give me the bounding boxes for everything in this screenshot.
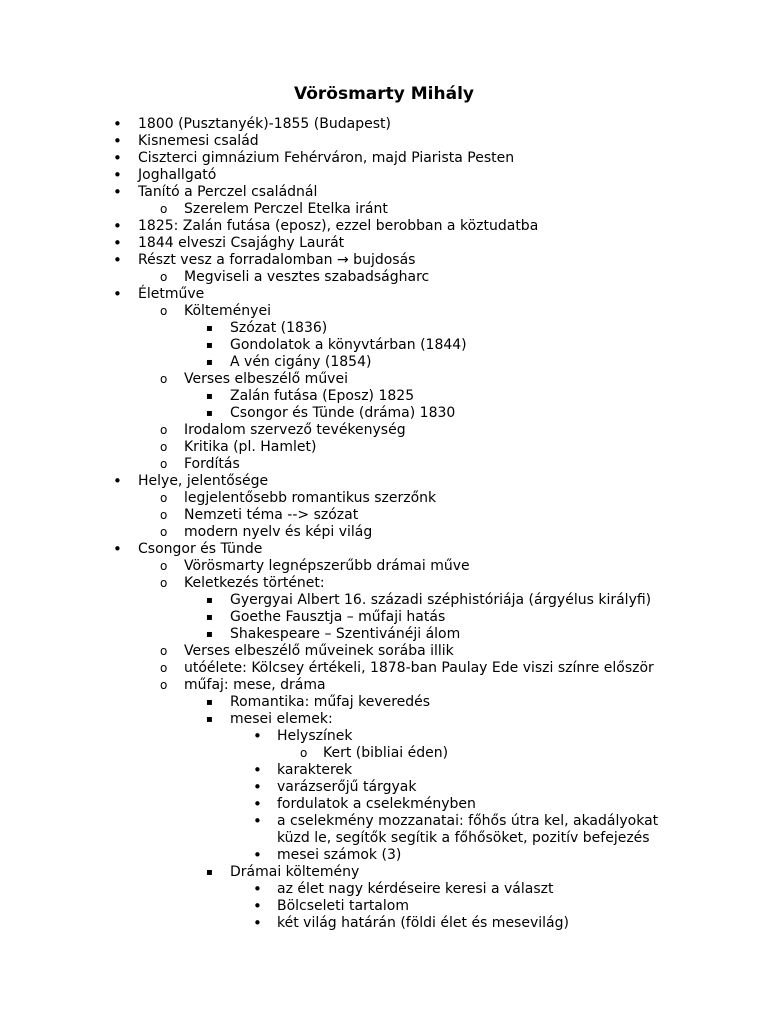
- list-item: [0, 269, 768, 286]
- bullet-marker-icon: •: [113, 166, 122, 184]
- list-item: [0, 201, 768, 218]
- list-item-text: Kritika (pl. Hamlet): [184, 439, 317, 455]
- list-item-text: fordulatok a cselekményben: [277, 796, 476, 812]
- list-item-text: Shakespeare – Szentivánéji álom: [230, 626, 461, 642]
- list-item-text: Gyergyai Albert 16. századi széphistóriája (árgyélus királyfi): [230, 592, 652, 608]
- list-item: [0, 507, 768, 524]
- list-item-text: Életműve: [138, 286, 205, 302]
- list-item-text: Gondolatok a könyvtárban (1844): [230, 337, 467, 353]
- bullet-marker-icon: •: [253, 897, 262, 915]
- list-item-text: mesei elemek:: [230, 711, 333, 727]
- list-item: [0, 779, 768, 796]
- list-item-text: legjelentősebb romantikus szerzőnk: [184, 490, 437, 506]
- bullet-marker-icon: o: [160, 457, 168, 471]
- list-item: [0, 490, 768, 507]
- list-item: [0, 728, 768, 745]
- list-item: [0, 439, 768, 456]
- list-item-text: Csongor és Tünde (dráma) 1830: [230, 405, 456, 421]
- list-item: [0, 524, 768, 541]
- bullet-marker-icon: ▪: [206, 357, 213, 368]
- bullet-marker-icon: o: [160, 644, 168, 658]
- list-item: [0, 694, 768, 711]
- list-item: [0, 473, 768, 490]
- list-item: [0, 456, 768, 473]
- bullet-marker-icon: •: [113, 540, 122, 558]
- list-item-text: Ciszterci gimnázium Fehérváron, majd Piarista Pesten: [138, 150, 515, 166]
- bullet-marker-icon: •: [253, 846, 262, 864]
- list-item: [0, 830, 768, 847]
- list-item-text: modern nyelv és képi világ: [184, 524, 373, 540]
- list-item-text: Helye, jelentősége: [138, 473, 269, 489]
- list-item: [0, 575, 768, 592]
- bullet-marker-icon: ▪: [206, 340, 213, 351]
- bullet-marker-icon: ▪: [206, 867, 213, 878]
- list-item-text: Kert (bibliai éden): [323, 745, 449, 761]
- list-item: [0, 252, 768, 269]
- bullet-marker-icon: •: [253, 914, 262, 932]
- list-item-text: Joghallgató: [138, 167, 217, 183]
- list-item-text: 1800 (Pusztanyék)-1855 (Budapest): [138, 116, 391, 132]
- bullet-marker-icon: •: [113, 183, 122, 201]
- list-item-text: Tanító a Perczel családnál: [138, 184, 318, 200]
- bullet-marker-icon: ▪: [206, 391, 213, 402]
- list-item-text: Drámai költemény: [230, 864, 360, 880]
- list-item: [0, 405, 768, 422]
- list-item: [0, 541, 768, 558]
- list-item-text: Megviseli a vesztes szabadságharc: [184, 269, 430, 285]
- list-item-text: a cselekmény mozzanatai: főhős útra kel, akadályokat: [277, 813, 659, 829]
- list-item-text: küzd le, segítők segítik a főhősöket, pozitív befejezés: [277, 830, 650, 846]
- list-item: [0, 422, 768, 439]
- list-item: [0, 592, 768, 609]
- bullet-marker-icon: •: [253, 795, 262, 813]
- list-item: [0, 626, 768, 643]
- bullet-marker-icon: o: [160, 525, 168, 539]
- bullet-marker-icon: •: [253, 812, 262, 830]
- bullet-outline: [0, 116, 768, 932]
- bullet-marker-icon: o: [160, 491, 168, 505]
- list-item-text: Költeményei: [184, 303, 271, 319]
- list-item: [0, 643, 768, 660]
- list-item-text: A vén cigány (1854): [230, 354, 372, 370]
- bullet-marker-icon: •: [113, 149, 122, 167]
- bullet-marker-icon: •: [113, 285, 122, 303]
- page-title: Vörösmarty Mihály: [293, 84, 474, 104]
- bullet-marker-icon: •: [253, 880, 262, 898]
- bullet-marker-icon: ▪: [206, 697, 213, 708]
- bullet-marker-icon: o: [160, 678, 168, 692]
- list-item-text: Verses elbeszélő műveinek sorába illik: [184, 643, 454, 659]
- list-item-text: Vörösmarty legnépszerűbb drámai műve: [184, 558, 470, 574]
- list-item-text: Szózat (1836): [230, 320, 328, 336]
- bullet-marker-icon: ▪: [206, 408, 213, 419]
- list-item-text: karakterek: [277, 762, 353, 778]
- list-item: [0, 847, 768, 864]
- bullet-marker-icon: o: [160, 508, 168, 522]
- list-item: [0, 660, 768, 677]
- list-item-text: Irodalom szervező tevékenység: [184, 422, 406, 438]
- bullet-marker-icon: ▪: [206, 612, 213, 623]
- bullet-marker-icon: •: [113, 115, 122, 133]
- list-item: [0, 218, 768, 235]
- list-item-text: két világ határán (földi élet és mesevilág): [277, 915, 569, 931]
- list-item-text: mesei számok (3): [277, 847, 402, 863]
- bullet-marker-icon: o: [160, 270, 168, 284]
- list-item-text: Bölcseleti tartalom: [277, 898, 409, 914]
- list-item: [0, 915, 768, 932]
- list-item: [0, 303, 768, 320]
- bullet-marker-icon: ▪: [206, 323, 213, 334]
- list-item-text: műfaj: mese, dráma: [184, 677, 326, 693]
- list-item: [0, 762, 768, 779]
- list-item-text: Részt vesz a forradalomban → bujdosás: [138, 252, 416, 268]
- list-item: [0, 337, 768, 354]
- list-item-text: Nemzeti téma --> szózat: [184, 507, 359, 523]
- list-item: [0, 388, 768, 405]
- bullet-marker-icon: o: [160, 559, 168, 573]
- list-item: [0, 150, 768, 167]
- list-item: [0, 711, 768, 728]
- bullet-marker-icon: •: [253, 778, 262, 796]
- list-item: [0, 898, 768, 915]
- bullet-marker-icon: o: [300, 746, 308, 760]
- list-item-text: Zalán futása (Eposz) 1825: [230, 388, 415, 404]
- list-item: [0, 745, 768, 762]
- list-item: [0, 354, 768, 371]
- bullet-marker-icon: o: [160, 304, 168, 318]
- list-item: [0, 881, 768, 898]
- list-item: [0, 133, 768, 150]
- list-item: [0, 864, 768, 881]
- bullet-marker-icon: ▪: [206, 629, 213, 640]
- list-item-text: utóélete: Kölcsey értékeli, 1878-ban Paulay Ede viszi színre először: [184, 660, 654, 676]
- list-item: [0, 286, 768, 303]
- list-item-text: Goethe Fausztja – műfaji hatás: [230, 609, 446, 625]
- bullet-marker-icon: •: [253, 727, 262, 745]
- list-item-text: Helyszínek: [277, 728, 353, 744]
- bullet-marker-icon: •: [113, 132, 122, 150]
- list-item: [0, 813, 768, 830]
- list-item-text: Verses elbeszélő művei: [184, 371, 348, 387]
- bullet-marker-icon: o: [160, 576, 168, 590]
- list-item-text: Keletkezés történet:: [184, 575, 325, 591]
- list-item-text: Szerelem Perczel Etelka iránt: [184, 201, 388, 217]
- bullet-marker-icon: •: [113, 472, 122, 490]
- list-item-text: 1825: Zalán futása (eposz), ezzel berobban a köztudatba: [138, 218, 539, 234]
- bullet-marker-icon: •: [113, 251, 122, 269]
- list-item-text: az élet nagy kérdéseire keresi a választ: [277, 881, 554, 897]
- bullet-marker-icon: o: [160, 202, 168, 216]
- bullet-marker-icon: ▪: [206, 595, 213, 606]
- list-item-text: Romantika: műfaj keveredés: [230, 694, 431, 710]
- bullet-marker-icon: o: [160, 661, 168, 675]
- bullet-marker-icon: •: [253, 761, 262, 779]
- list-item-text: Kisnemesi család: [138, 133, 259, 149]
- list-item: [0, 371, 768, 388]
- list-item: [0, 677, 768, 694]
- bullet-marker-icon: ▪: [206, 714, 213, 725]
- bullet-marker-icon: o: [160, 423, 168, 437]
- list-item-text: 1844 elveszi Csajághy Laurát: [138, 235, 345, 251]
- list-item: [0, 167, 768, 184]
- list-item-text: Fordítás: [184, 456, 240, 472]
- bullet-marker-icon: •: [113, 217, 122, 235]
- list-item: [0, 558, 768, 575]
- list-item-text: Csongor és Tünde: [138, 541, 263, 557]
- list-item: [0, 184, 768, 201]
- list-item: [0, 609, 768, 626]
- bullet-marker-icon: o: [160, 372, 168, 386]
- list-item-text: varázserőjű tárgyak: [277, 779, 417, 795]
- list-item: [0, 796, 768, 813]
- list-item: [0, 116, 768, 133]
- list-item: [0, 235, 768, 252]
- bullet-marker-icon: o: [160, 440, 168, 454]
- list-item: [0, 320, 768, 337]
- bullet-marker-icon: •: [113, 234, 122, 252]
